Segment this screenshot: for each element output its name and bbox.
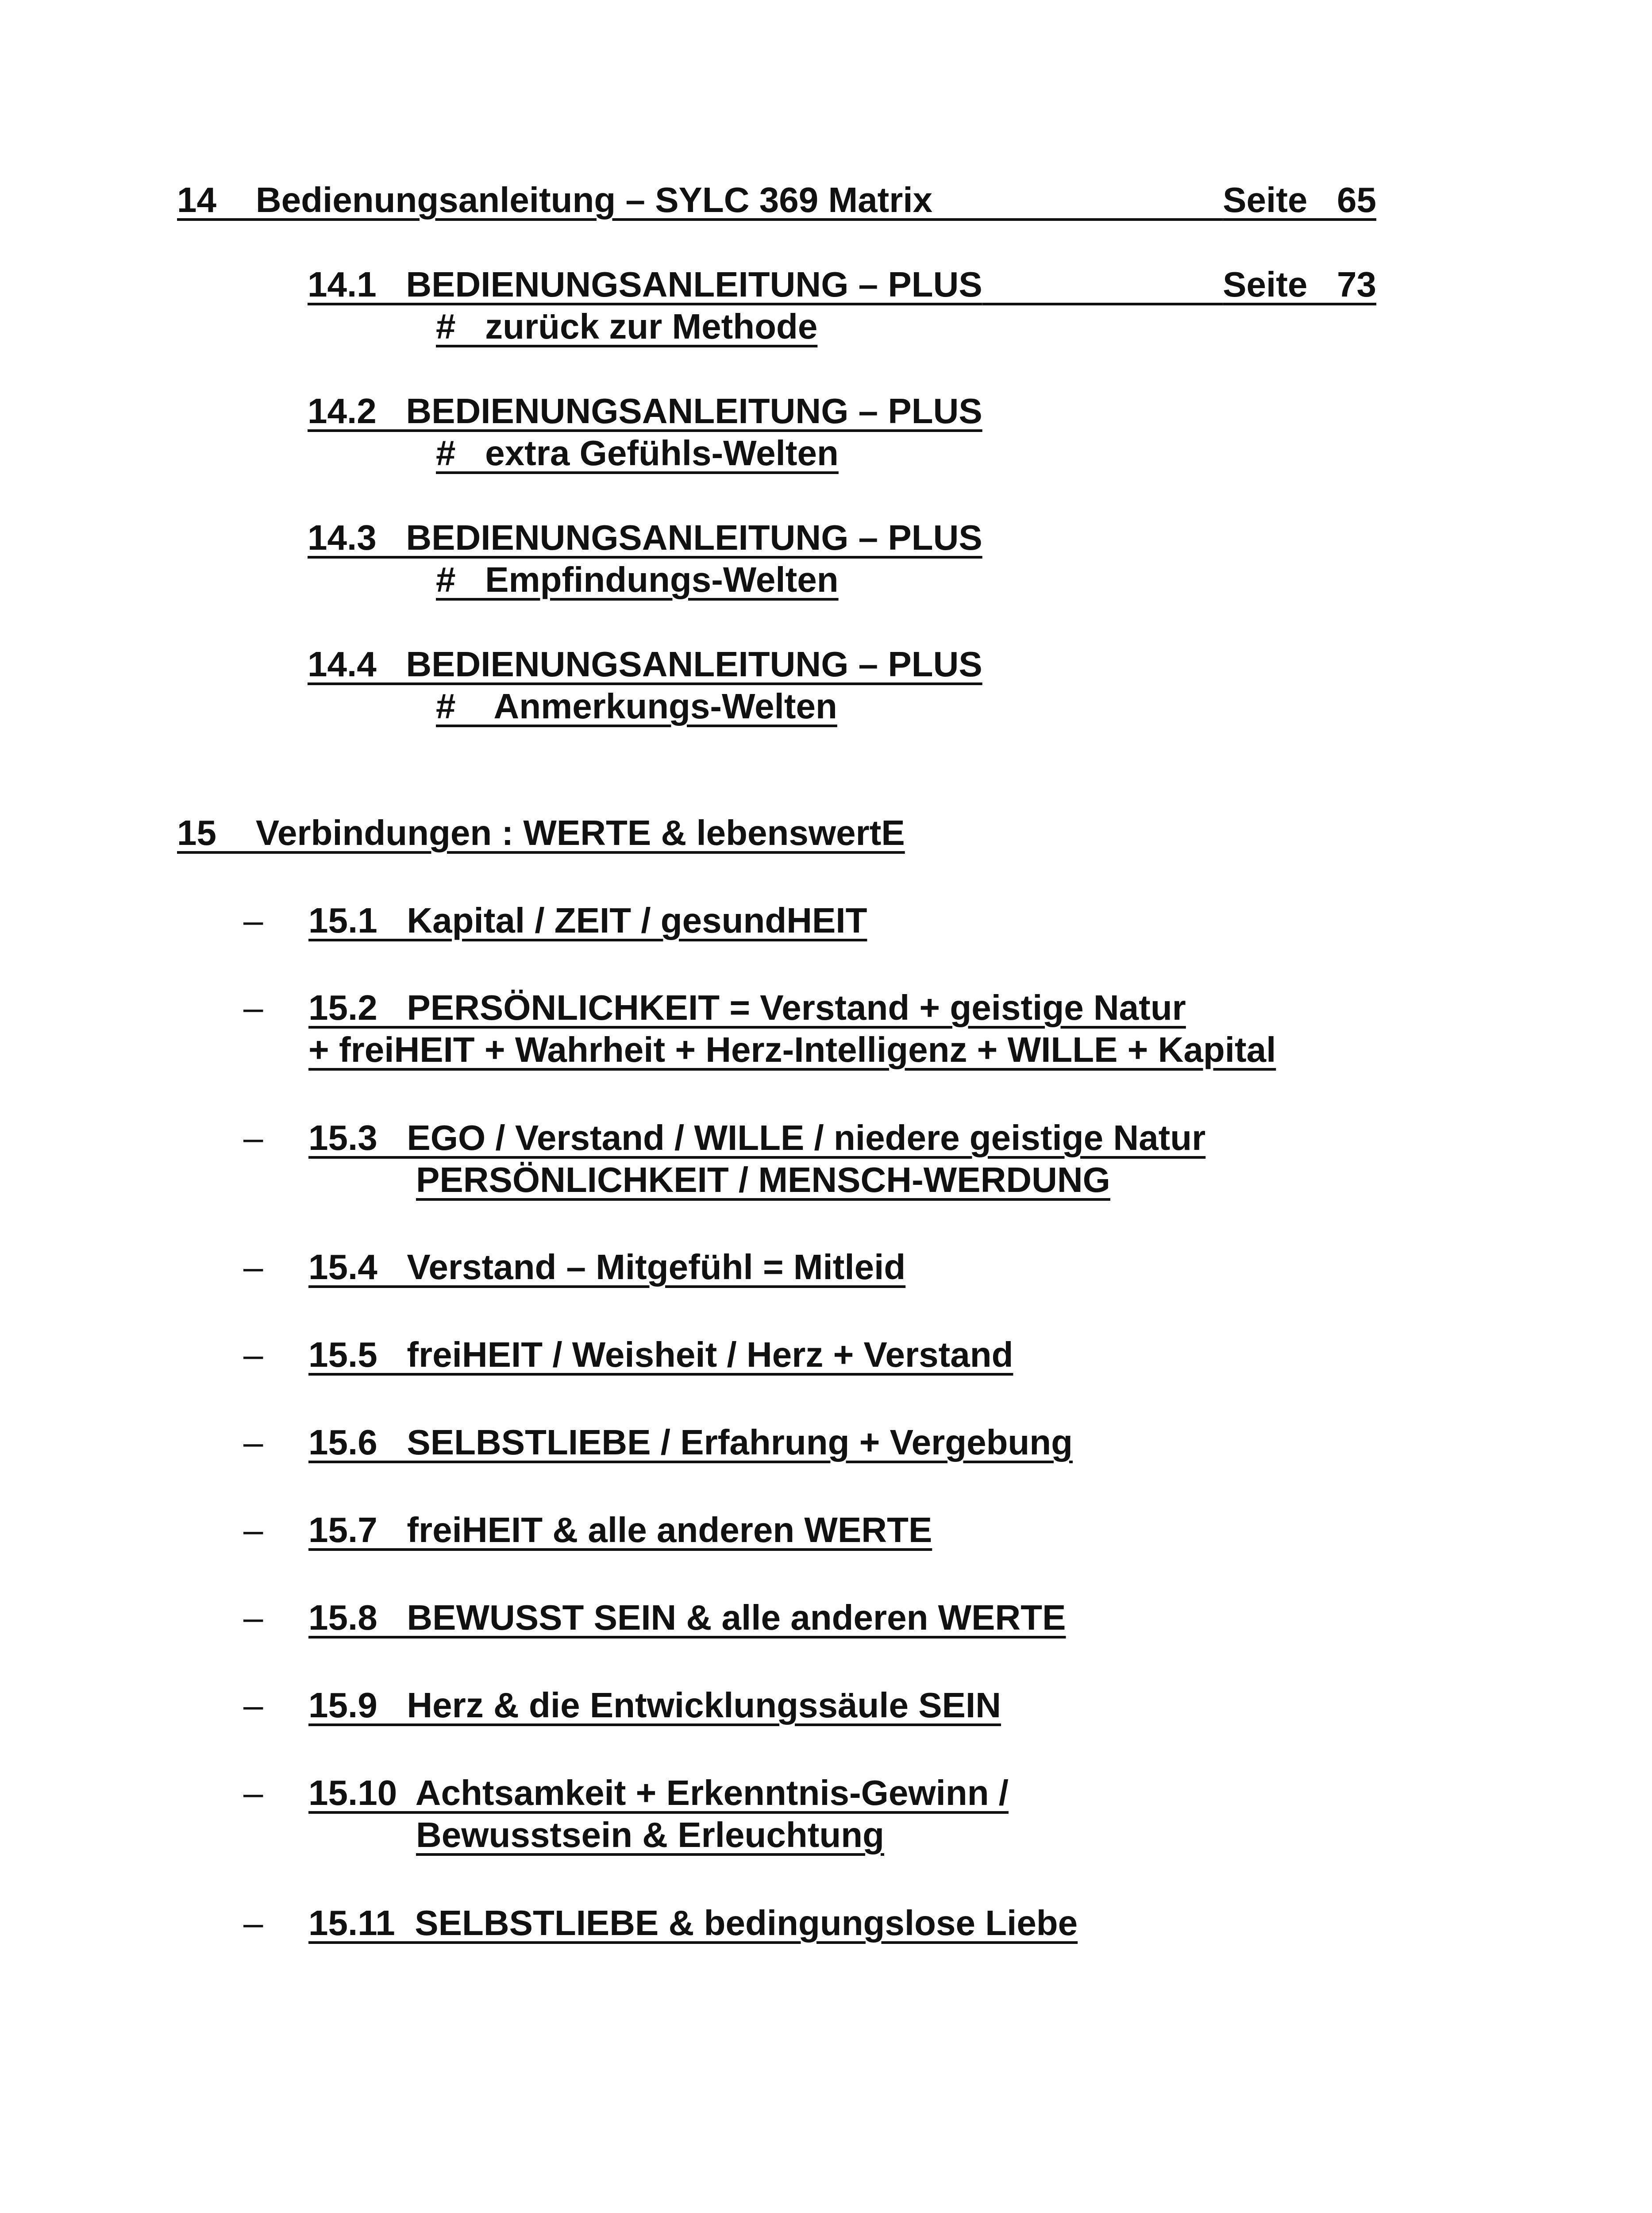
list-bullet: – — [243, 1903, 263, 1943]
toc-entry-15-3: 15.3 EGO / Verstand / WILLE / niedere geistige Natur — [308, 1118, 1206, 1157]
toc-entry-14-1-subtitle: # zurück zur Methode — [436, 307, 818, 346]
toc-entry-14-4-subtitle: # Anmerkungs-Welten — [436, 686, 837, 726]
toc-entry-15-3-continued: PERSÖNLICHKEIT / MENSCH-WERDUNG — [416, 1160, 1110, 1199]
list-bullet: – — [243, 1598, 263, 1637]
list-bullet: – — [243, 1335, 263, 1374]
toc-entry-15-2-continued: + freiHEIT + Wahrheit + Herz-Intelligenz + WILLE + Kapital — [308, 1030, 1276, 1069]
list-bullet: – — [243, 1773, 263, 1812]
toc-entry-14-2-title: 14.2 BEDIENUNGSANLEITUNG – PLUS — [308, 391, 982, 431]
toc-entry-14-1-page: Seite 73 — [1223, 265, 1376, 304]
toc-entry-15-11: 15.11 SELBSTLIEBE & bedingungslose Liebe — [308, 1903, 1078, 1943]
toc-entry-15-7: 15.7 freiHEIT & alle anderen WERTE — [308, 1510, 932, 1550]
toc-entry-14-1-title: 14.1 BEDIENUNGSANLEITUNG – PLUS — [308, 265, 982, 304]
toc-entry-15-title: 15 Verbindungen : WERTE & lebenswertE — [177, 813, 905, 852]
toc-entry-14-4-title: 14.4 BEDIENUNGSANLEITUNG – PLUS — [308, 644, 982, 684]
toc-entry-15-8: 15.8 BEWUSST SEIN & alle anderen WERTE — [308, 1598, 1066, 1637]
toc-entry-14-1 — [308, 267, 1376, 302]
toc-leader — [932, 218, 1223, 221]
toc-entry-15-10-continued: Bewusstsein & Erleuchtung — [416, 1815, 884, 1854]
toc-entry-15-6: 15.6 SELBSTLIEBE / Erfahrung + Vergebung — [308, 1423, 1073, 1462]
toc-entry-14 — [177, 182, 1376, 218]
toc-entry-15-9: 15.9 Herz & die Entwicklungssäule SEIN — [308, 1685, 1001, 1725]
list-bullet: – — [243, 901, 263, 940]
toc-entry-15-10: 15.10 Achtsamkeit + Erkenntnis-Gewinn / — [308, 1773, 1009, 1812]
list-bullet: – — [243, 1510, 263, 1550]
list-bullet: – — [243, 988, 263, 1027]
toc-entry-14-3-subtitle: # Empfindungs-Welten — [436, 560, 839, 599]
list-bullet: – — [243, 1118, 263, 1157]
list-bullet: – — [243, 1423, 263, 1462]
list-bullet: – — [243, 1685, 263, 1725]
toc-leader — [982, 303, 1223, 305]
list-bullet: – — [243, 1247, 263, 1287]
toc-entry-14-2-subtitle: # extra Gefühls-Welten — [436, 433, 839, 473]
toc-entry-15-2: 15.2 PERSÖNLICHKEIT = Verstand + geistige Natur — [308, 988, 1186, 1027]
toc-entry-14-title: 14 Bedienungsanleitung – SYLC 369 Matrix — [177, 180, 933, 220]
toc-entry-14-page: Seite 65 — [1223, 180, 1376, 220]
toc-entry-14-3-title: 14.3 BEDIENUNGSANLEITUNG – PLUS — [308, 518, 982, 557]
toc-entry-15-4: 15.4 Verstand – Mitgefühl = Mitleid — [308, 1247, 906, 1287]
toc-entry-15-1: 15.1 Kapital / ZEIT / gesundHEIT — [308, 901, 867, 940]
toc-entry-15-5: 15.5 freiHEIT / Weisheit / Herz + Verstand — [308, 1335, 1013, 1374]
